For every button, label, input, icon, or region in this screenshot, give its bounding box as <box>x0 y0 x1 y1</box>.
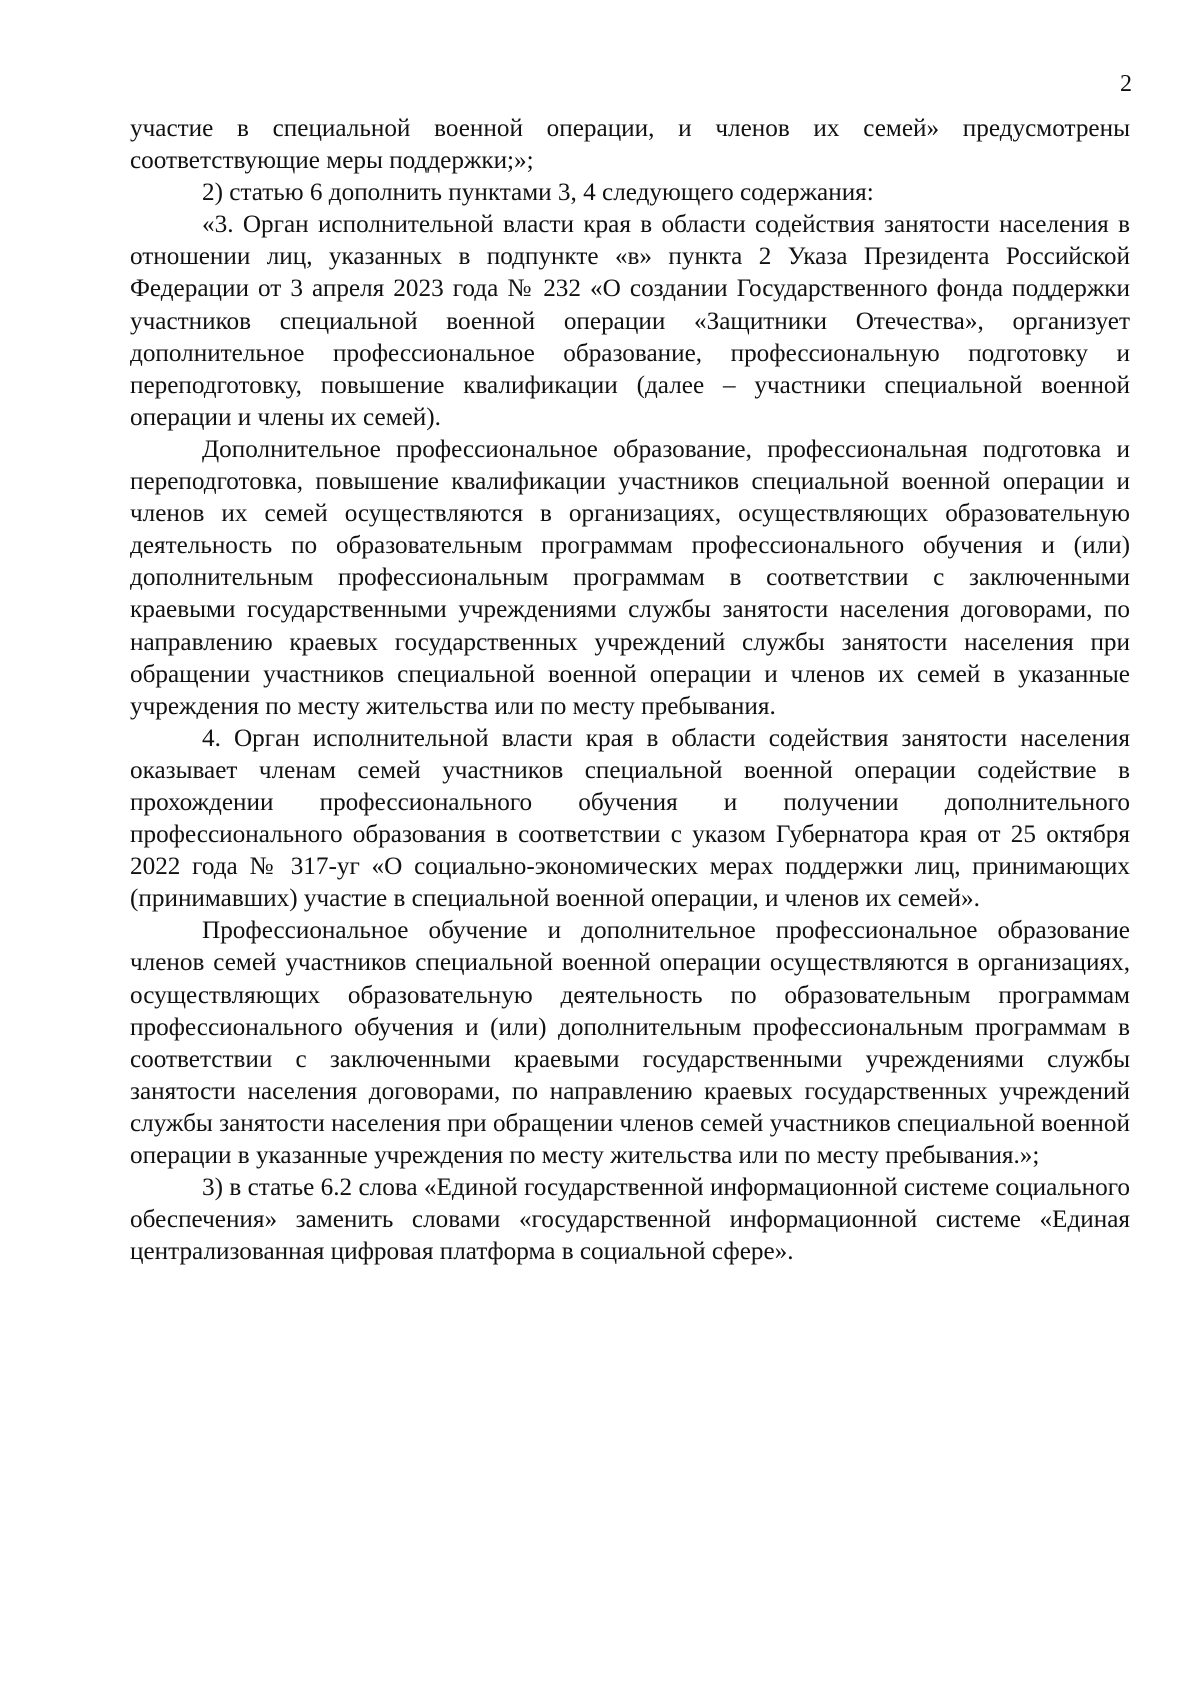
paragraph-point-3-continued: Дополнительное профессиональное образование, профессиональная подготовка и переподготовка, повышение квалификации участников специальной военной операции и членов их семей осуществляются в организациях, осуществляющих образовательную деятельность по образовательным программам профессионального обучения и (или) дополнительным профессиональным программам в соответствии с заключенными краевыми государственными учреждениями службы занятости населения договорами, по направлению краевых государственных учреждений службы занятости населения при обращении участников специальной военной операции и членов их семей в указанные учреждения по месту жительства или по месту пребывания. <box>130 435 1130 720</box>
paragraph-point-4: 4. Орган исполнительной власти края в области содействия занятости населения оказывает членам семей участников специальной военной операции содействие в прохождении профессионального обучения и получении дополнительного профессионального образования в соответствии с указом Губернатора края от 25 октября 2022 года № 317-уг «О социально-экономических мерах поддержки лиц, принимающих (принимавших) участие в специальной военной операции, и членов их семей». <box>130 724 1130 913</box>
paragraph-point-4-continued: Профессиональное обучение и дополнительное профессиональное образование членов семей участников специальной военной операции осуществляются в организациях, осуществляющих образовательную деятельность по образовательным программам профессионального обучения и (или) дополнительным профессиональным программам в соответствии с заключенными краевыми государственными учреждениями службы занятости населения договорами, по направлению краевых государственных учреждений службы занятости населения при обращении членов семей участников специальной военной операции в указанные учреждения по месту жительства или по месту пребывания.»; <box>130 917 1130 1169</box>
document-body <box>130 113 1130 1268</box>
paragraph-item-2: 2) статью 6 дополнить пунктами 3, 4 следующего содержания: <box>202 179 874 207</box>
paragraph-point-3: «3. Орган исполнительной власти края в области содействия занятости населения в отношении лиц, указанных в подпункте «в» пункта 2 Указа Президента Российской Федерации от 3 апреля 2023 года № 232 «О создании Государственного фонда поддержки участников специальной военной операции «Защитники Отечества», организует дополнительное профессиональное образование, профессиональную подготовку и переподготовку, повышение квалификации (далее – участники специальной военной операции и члены их семей). <box>130 211 1130 431</box>
page-number: 2 <box>1120 71 1132 97</box>
paragraph-continuation: участие в специальной военной операции, и членов их семей» предусмотрены соответствующие меры поддержки;»; <box>130 115 1130 175</box>
paragraph-item-3: 3) в статье 6.2 слова «Единой государственной информационной системе социального обеспечения» заменить словами «государственной информационной системе «Единая централизованная цифровая платформа в социальной сфере». <box>130 1174 1130 1266</box>
